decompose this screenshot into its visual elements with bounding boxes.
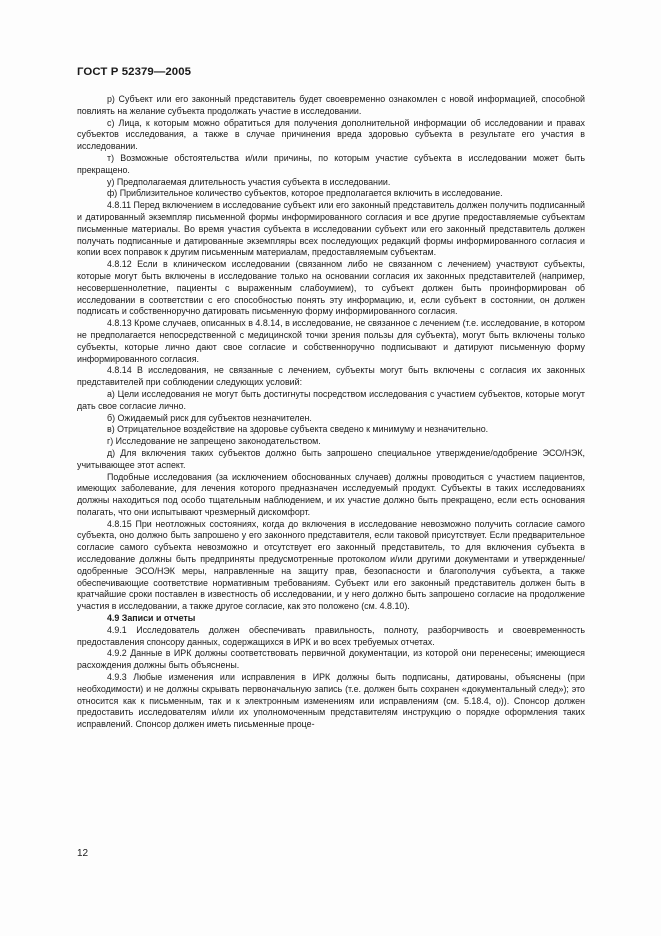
standard-code-header: ГОСТ Р 52379—2005 [77, 66, 192, 78]
condition-item-g: г) Исследование не запрещено законодательством. [107, 436, 321, 447]
paragraph-4-8-15: 4.8.15 При неотложных состояниях, когда до включения в исследование невозможно получить согласие самого субъекта, оно должно быть запрошено у его законного представителя, если таковой присутствует. Если предварительное согласие самого субъекта невозможно и отсутствует его законный представитель, то для включения субъекта в исследование должны быть предприняты предусмотренные протоколом и/или другими документами и утвержденные/одобренные ЭСО/НЭК меры, направленные на защиту прав, безопасности и благополучия субъекта, а также обеспечивающие соответствие нормативным требованиям. Субъект или его законный представитель должен быть в кратчайшие сроки поставлен в известность об исследовании, и у него должно быть запрошено согласие на продолжение участия в исследовании, а также другое согласие, как это положено (см. 4.8.10). [77, 518, 585, 612]
document-body [77, 94, 585, 731]
paragraph-4-8-12: 4.8.12 Если в клиническом исследовании (связанном либо не связанном с лечением) участвуют субъекты, которые могут быть включены в исследование только на основании согласия их законных представителей (например, несовершеннолетние, пациенты с выраженным слабоумием), то субъект должен быть проинформирован об исследовании в соответствии с его способностью понять эту информацию, и, если субъект в состоянии, он должен подписать и собственноручно датировать письменную форму информированного согласия. [77, 259, 585, 317]
paragraph-4-8-14: 4.8.14 В исследования, не связанные с лечением, субъекты могут быть включены с согласия их законных представителей при соблюдении следующих условий: [77, 365, 585, 388]
paragraph-item-r: р) Субъект или его законный представитель будет своевременно ознакомлен с новой информацией, способной повлиять на желание субъекта продолжать участие в исследовании. [77, 94, 585, 116]
paragraph-similar-studies: Подобные исследования (за исключением обоснованных случаев) должны проводиться с участием пациентов, имеющих заболевание, для лечения которого предназначен исследуемый продукт. Субъекты в таких исследованиях должны находиться под особо тщательным наблюдением, и их участие должно быть прекращено, если есть основания полагать, что они испытывают чрезмерный дискомфорт. [77, 471, 585, 517]
condition-item-b: б) Ожидаемый риск для субъектов незначителен. [107, 412, 312, 423]
paragraph-item-f: ф) Приблизительное количество субъектов, которое предполагается включить в исследование. [107, 188, 503, 199]
page-number: 12 [77, 848, 89, 859]
paragraph-4-8-11: 4.8.11 Перед включением в исследование субъект или его законный представитель должен получить подписанный и датированный экземпляр письменной формы информированного согласия и все другие предоставляемые субъектам письменные материалы. Во время участия субъекта в исследовании субъект или его законный представитель должен получать подписанные и датированные экземпляры всех последующих редакций формы информированного согласия и копии всех поправок к другим письменным материалам, предоставляемым субъектам. [77, 200, 585, 258]
condition-item-d: д) Для включения таких субъектов должно быть запрошено специальное утверждение/одобрение ЭСО/НЭК, учитывающее этот аспект. [77, 447, 585, 470]
paragraph-item-t: т) Возможные обстоятельства и/или причины, по которым участие субъекта в исследовании может быть прекращено. [77, 152, 585, 175]
paragraph-4-8-13: 4.8.13 Кроме случаев, описанных в 4.8.14, в исследование, не связанное с лечением (т.е. исследование, в котором не предполагается непосредственной с медицинской точки зрения пользы для субъекта), могут быть включены только субъекты, которые лично дают свое согласие и собственноручно подписывают и датируют письменную форму информированного согласия. [77, 318, 585, 364]
condition-item-v: в) Отрицательное воздействие на здоровье субъекта сведено к минимуму и незначительно. [107, 424, 489, 435]
paragraph-item-u: у) Предполагаемая длительность участия субъекта в исследовании. [107, 176, 391, 187]
paragraph-item-s: с) Лица, к которым можно обратиться для получения дополнительной информации об исследовании и правах субъектов исследования, а также в случае причинения вреда здоровью субъекта в результате его участия в исследовании. [77, 117, 585, 152]
paragraph-4-9-2: 4.9.2 Данные в ИРК должны соответствовать первичной документации, из которой они перенесены; имеющиеся расхождения должны быть объяснены. [77, 648, 585, 671]
condition-item-a: а) Цели исследования не могут быть достигнуты посредством исследования с участием субъектов, которые могут дать свое согласие лично. [77, 388, 585, 411]
paragraph-4-9-1: 4.9.1 Исследователь должен обеспечивать правильность, полноту, разборчивость и своевременность предоставления спонсору данных, содержащихся в ИРК и во всех требуемых отчетах. [77, 624, 585, 647]
paragraph-4-9-3: 4.9.3 Любые изменения или исправления в ИРК должны быть подписаны, датированы, объяснены (при необходимости) и не должны скрывать первоначальную запись (т.е. должен быть сохранен «документальный след»); это относится как к письменным, так и к электронным изменениям или исправлениям (см. 5.18.4, о)). Спонсор должен предоставить исследователям и/или их уполномоченным представителям инструкцию о порядке оформления таких исправлений. Спонсор должен иметь письменные проце- [77, 672, 585, 730]
section-heading-4-9: 4.9 Записи и отчеты [107, 613, 196, 624]
